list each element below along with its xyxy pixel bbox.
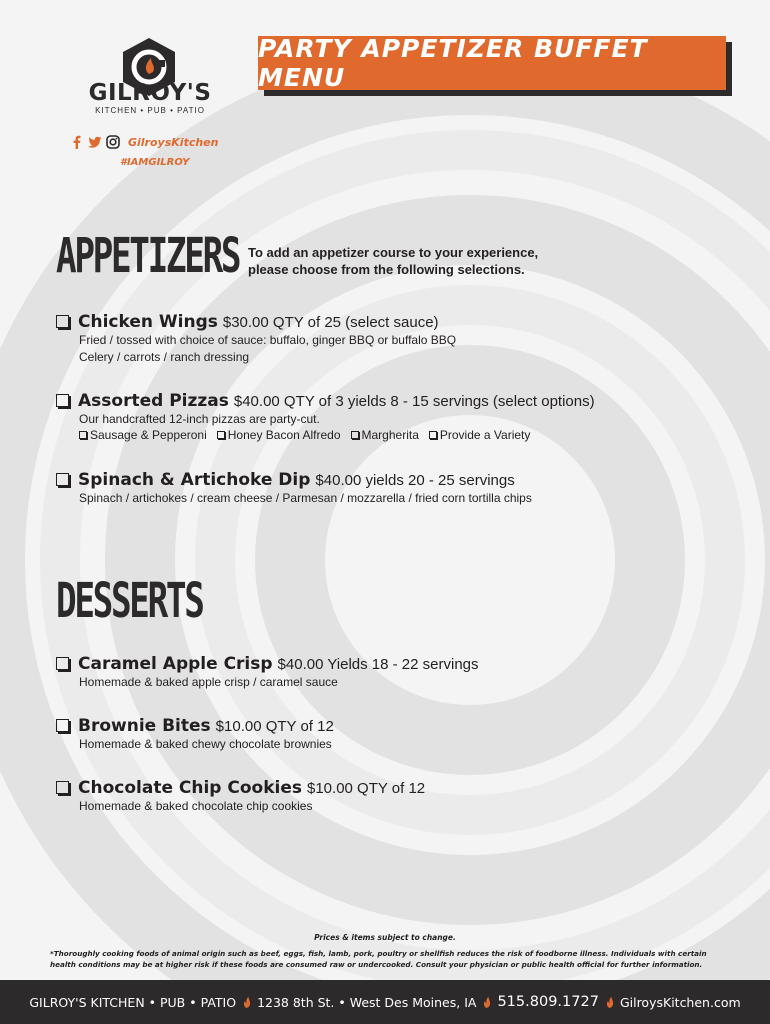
item-price: $40.00 QTY of 3 yields 8 - 15 servings (select options) xyxy=(233,393,595,410)
item-name: Assorted Pizzas xyxy=(78,391,229,411)
item-name: Chicken Wings xyxy=(78,312,218,332)
banner-title: PARTY APPETIZER BUFFET MENU xyxy=(258,34,648,92)
flame-icon xyxy=(605,996,614,1008)
item-description: Homemade & baked chewy chocolate brownies xyxy=(79,737,332,751)
menu-item-caramel-apple-crisp[interactable] xyxy=(56,654,736,691)
footer-phone[interactable]: 515.809.1727 xyxy=(497,994,599,1010)
pizza-option[interactable] xyxy=(429,428,531,442)
item-name: Spinach & Artichoke Dip xyxy=(78,470,311,490)
footer-brand: GILROY'S KITCHEN • PUB • PATIO xyxy=(29,994,237,1010)
flame-icon xyxy=(482,996,491,1008)
flame-icon xyxy=(242,996,251,1008)
disclaimer-line-1: *Thoroughly cooking foods of animal origin such as beef, eggs, fish, lamb, pork, poultry or shellfish reduces the risk of foodborne illness. Individuals with certain xyxy=(50,949,707,958)
menu-item-chicken-wings[interactable] xyxy=(56,312,736,366)
item-price: $10.00 QTY of 12 xyxy=(215,718,334,735)
menu-item-brownie-bites[interactable] xyxy=(56,716,736,753)
item-description: Celery / carrots / ranch dressing xyxy=(79,350,250,364)
checkbox[interactable] xyxy=(56,315,69,328)
checkbox[interactable] xyxy=(56,394,69,407)
footer-website[interactable]: GilroysKitchen.com xyxy=(619,994,741,1010)
option-label: Margherita xyxy=(361,428,419,442)
facebook-icon[interactable] xyxy=(70,135,84,149)
footer-bar xyxy=(0,980,770,1024)
intro-line-2: please choose from the following selections. xyxy=(248,262,525,277)
brand-name: GILROY'S xyxy=(88,80,212,106)
item-name: Brownie Bites xyxy=(78,716,211,736)
option-label: Provide a Variety xyxy=(439,428,531,442)
item-description: Our handcrafted 12-inch pizzas are party-cut. xyxy=(79,412,320,426)
menu-banner xyxy=(258,36,732,96)
option-label: Honey Bacon Alfredo xyxy=(227,428,341,442)
pizza-option[interactable] xyxy=(79,428,207,442)
checkbox[interactable] xyxy=(56,781,69,794)
pizza-options xyxy=(79,428,736,442)
option-checkbox[interactable] xyxy=(429,431,437,439)
item-price: $40.00 Yields 18 - 22 servings xyxy=(277,656,479,673)
item-description: Spinach / artichokes / cream cheese / Parmesan / mozzarella / fried corn tortilla chips xyxy=(79,491,532,505)
menu-item-chocolate-chip-cookies[interactable] xyxy=(56,778,736,815)
disclaimer-line-2: health conditions may be at higher risk if these foods are consumed raw or undercooked. Consult your physician or public health official for further information. xyxy=(50,960,703,969)
checkbox[interactable] xyxy=(56,657,69,670)
banner-box xyxy=(258,36,726,90)
item-description: Fried / tossed with choice of sauce: buffalo, ginger BBQ or buffalo BBQ xyxy=(79,333,457,347)
item-name: Caramel Apple Crisp xyxy=(78,654,273,674)
social-handle[interactable]: GilroysKitchen xyxy=(128,135,219,149)
instagram-icon[interactable] xyxy=(106,135,120,149)
price-note: Prices & items subject to change. xyxy=(314,933,456,942)
menu-item-assorted-pizzas[interactable] xyxy=(56,391,736,442)
item-price: $10.00 QTY of 12 xyxy=(307,780,426,797)
pizza-option[interactable] xyxy=(217,428,341,442)
item-name: Chocolate Chip Cookies xyxy=(78,778,302,798)
intro-line-1: To add an appetizer course to your experience, xyxy=(248,245,539,260)
item-price: $40.00 yields 20 - 25 servings xyxy=(315,472,515,489)
brand-tagline: KITCHEN • PUB • PATIO xyxy=(95,106,205,115)
footer-address: 1238 8th St. • West Des Moines, IA xyxy=(257,994,477,1010)
desserts-heading: DESSERTS xyxy=(56,573,203,630)
menu-item-spinach-artichoke-dip[interactable] xyxy=(56,470,736,507)
social-links xyxy=(70,134,250,150)
checkbox[interactable] xyxy=(56,719,69,732)
checkbox[interactable] xyxy=(56,473,69,486)
option-label: Sausage & Pepperoni xyxy=(90,428,207,442)
option-checkbox[interactable] xyxy=(79,431,87,439)
option-checkbox[interactable] xyxy=(217,431,225,439)
food-safety-disclaimer xyxy=(50,948,730,970)
item-description: Homemade & baked chocolate chip cookies xyxy=(79,799,313,813)
hashtag: #IAMGILROY xyxy=(120,157,190,168)
item-price: $30.00 QTY of 25 (select sauce) xyxy=(222,314,439,331)
appetizers-heading: APPETIZERS xyxy=(56,228,240,285)
appetizers-intro xyxy=(248,244,588,278)
option-checkbox[interactable] xyxy=(351,431,359,439)
item-description: Homemade & baked apple crisp / caramel sauce xyxy=(79,675,338,689)
pizza-option[interactable] xyxy=(351,428,419,442)
twitter-icon[interactable] xyxy=(88,135,102,149)
